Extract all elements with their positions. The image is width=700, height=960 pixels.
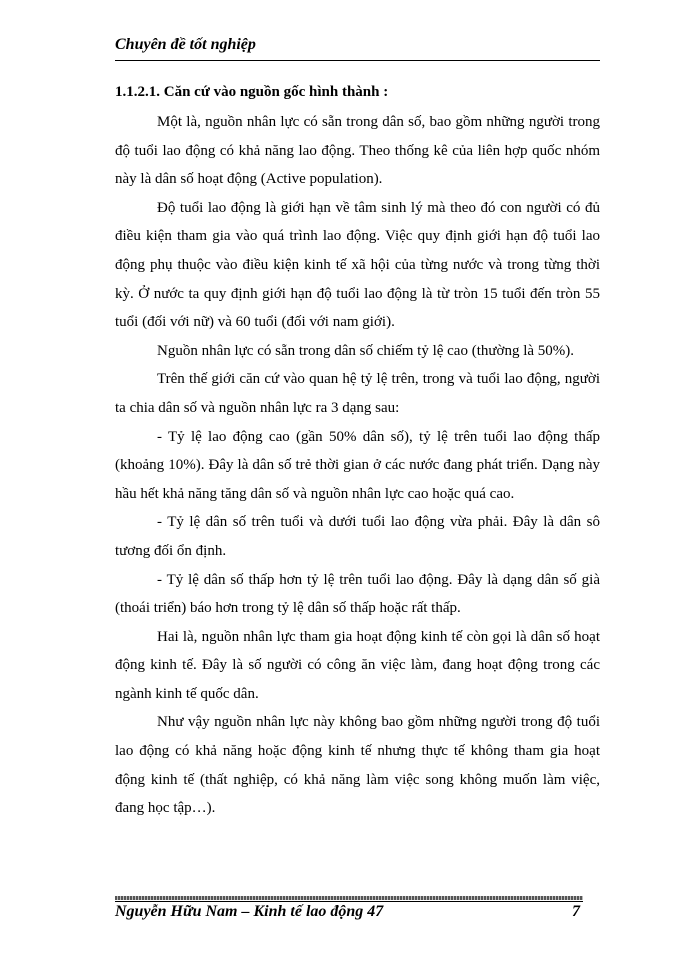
page-body	[115, 78, 600, 823]
paragraph-8: Hai là, nguồn nhân lực tham gia hoạt động kinh tế còn gọi là dân số hoạt động kinh tế. Đây là số người có công ăn việc làm, đang hoạt động trong các ngành kinh tế quốc dân.	[115, 628, 600, 702]
paragraph-5: - Tỷ lệ lao động cao (gần 50% dân số), tỷ lệ trên tuổi lao động thấp (khoảng 10%). Đây là dân số trẻ thời gian ở các nước đang phát triển. Dạng này hầu hết khả năng tăng dân số và nguồn nhân lực cao hoặc quá cao.	[115, 428, 600, 502]
page-header	[115, 36, 600, 54]
paragraph-7: - Tỷ lệ dân số thấp hơn tỷ lệ trên tuổi lao động. Đây là dạng dân số già (thoái triển) báo hơn trong tỷ lệ dân số thấp hoặc rất thấp.	[115, 571, 600, 617]
footer-rule	[115, 896, 583, 900]
header-rule	[115, 60, 600, 61]
section-heading: 1.1.2.1. Căn cứ vào nguồn gốc hình thành :	[115, 84, 389, 100]
page-number: 7	[572, 903, 580, 920]
paragraph-9: Như vậy nguồn nhân lực này không bao gồm những người trong độ tuổi lao động có khả năng hoặc động kinh tế nhưng thực tế không tham gia hoạt động kinh tế (thất nghiệp, có khả năng làm việc song không muốn làm việc, đang học tập…).	[115, 714, 600, 817]
paragraph-2: Độ tuổi lao động là giới hạn về tâm sinh lý mà theo đó con người có đủ điều kiện tham gia vào quá trình lao động. Việc quy định giới hạn độ tuổi lao động phụ thuộc vào điều kiện kinh tế xã hội của từng nước và trong từng thời kỳ. Ở nước ta quy định giới hạn độ tuổi lao động là từ tròn 15 tuổi đến tròn 55 tuổi (đối với nữ) và 60 tuổi (đối với nam giới).	[115, 199, 600, 331]
footer-author: Nguyễn Hữu Nam – Kinh tế lao động 47	[115, 903, 384, 920]
footer-rule-thin	[115, 901, 583, 902]
paragraph-3: Nguồn nhân lực có sẵn trong dân số chiếm tỷ lệ cao (thường là 50%).	[157, 342, 575, 359]
paragraph-6: - Tỷ lệ dân số trên tuổi và dưới tuổi lao động vừa phải. Đây là dân sô tương đối ổn định.	[115, 514, 600, 559]
header-title: Chuyên đề tốt nghiệp	[115, 36, 256, 53]
paragraph-1: Một là, nguồn nhân lực có sẵn trong dân số, bao gồm những người trong độ tuổi lao động có khả năng lao động. Theo thống kê của liên hợp quốc nhóm này là dân số hoạt động (Active population).	[115, 114, 600, 188]
paragraph-4: Trên thế giới căn cứ vào quan hệ tỷ lệ trên, trong và tuổi lao động, người ta chia dân số và nguồn nhân lực ra 3 dạng sau:	[115, 371, 600, 416]
